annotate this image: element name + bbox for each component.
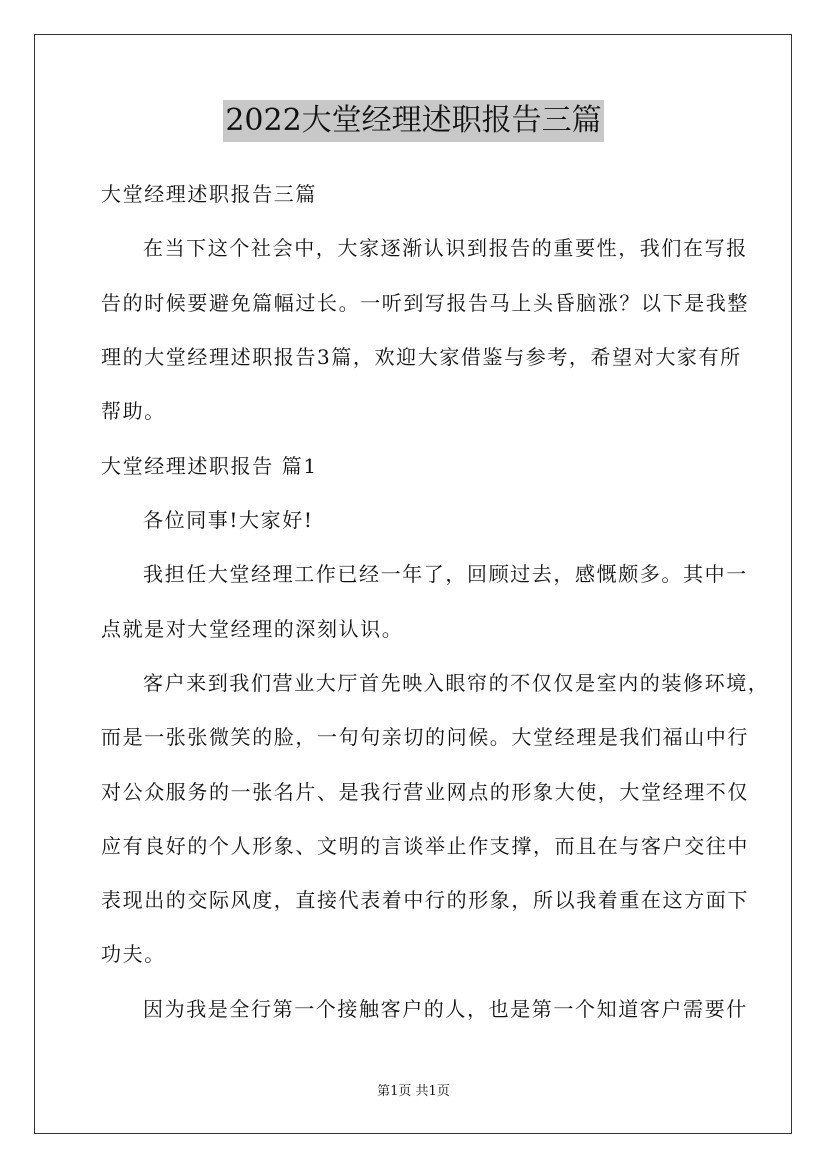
paragraph-line: 我担任大堂经理工作已经一年了，回顾过去，感慨颇多。其中一 bbox=[143, 562, 748, 586]
paragraph-line: 功夫。 bbox=[101, 942, 166, 966]
title-container bbox=[0, 100, 827, 142]
intro-line: 理的大堂经理述职报告3篇，欢迎大家借鉴与参考，希望对大家有所 bbox=[101, 345, 742, 369]
paragraph-line: 因为我是全行第一个接触客户的人，也是第一个知道客户需要什 bbox=[143, 997, 748, 1021]
intro-line: 告的时候要避免篇幅过长。一听到写报告马上头昏脑涨？以下是我整 bbox=[101, 291, 749, 315]
paragraph-line: 对公众服务的一张名片、是我行营业网点的形象大使，大堂经理不仅 bbox=[101, 780, 749, 804]
page-footer: 第1页 共1页 bbox=[377, 1084, 450, 1099]
section-heading: 大堂经理述职报告 篇1 bbox=[101, 454, 318, 478]
paragraph-line: 应有良好的个人形象、文明的言谈举止作支撑，而且在与客户交往中 bbox=[101, 834, 749, 858]
document-subtitle: 大堂经理述职报告三篇 bbox=[101, 182, 317, 206]
intro-line: 帮助。 bbox=[101, 399, 166, 423]
document-title: 2022大堂经理述职报告三篇 bbox=[223, 100, 603, 142]
paragraph-line: 点就是对大堂经理的深刻认识。 bbox=[101, 617, 404, 641]
intro-line: 在当下这个社会中，大家逐渐认识到报告的重要性，我们在写报 bbox=[143, 236, 748, 260]
paragraph-line: 客户来到我们营业大厅首先映入眼帘的不仅仅是室内的装修环境， bbox=[143, 671, 770, 695]
greeting: 各位同事!大家好! bbox=[143, 508, 314, 532]
paragraph-line: 表现出的交际风度，直接代表着中行的形象，所以我着重在这方面下 bbox=[101, 888, 749, 912]
paragraph-line: 而是一张张微笑的脸，一句句亲切的问候。大堂经理是我们福山中行 bbox=[101, 725, 749, 749]
